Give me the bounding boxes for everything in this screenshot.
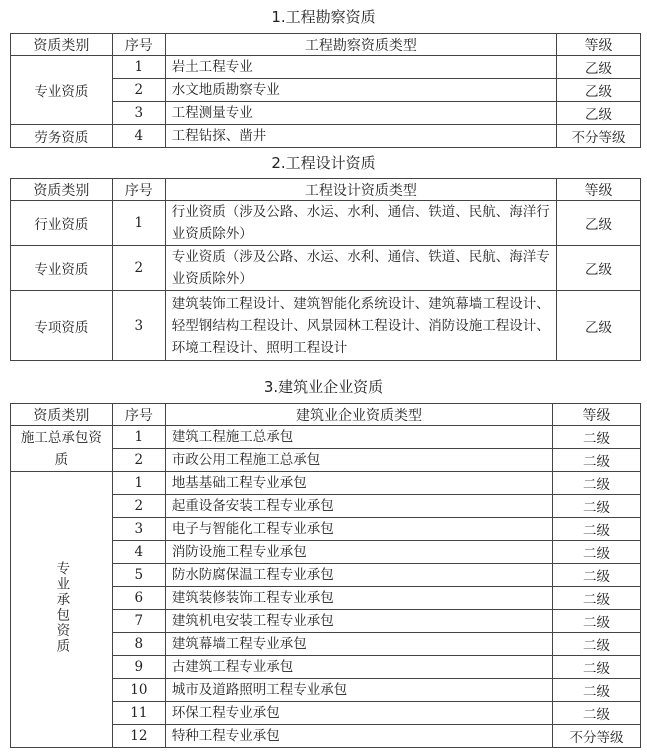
column-header: 资质类别 [11,34,113,56]
column-header: 序号 [112,34,165,56]
table-row [11,201,641,246]
column-header: 工程设计资质类型 [165,179,556,201]
category-cell: 行业资质 [11,201,113,246]
column-header: 等级 [557,179,641,201]
serial-number: 3 [112,102,165,125]
qualification-type: 工程测量专业 [165,102,556,125]
grade: 乙级 [557,102,641,125]
table-row [11,291,641,361]
serial-number: 8 [112,633,165,656]
column-header: 资质类别 [11,404,113,426]
qualification-type: 电子与智能化工程专业承包 [165,518,552,541]
qualification-type: 岩土工程专业 [165,56,556,79]
grade: 不分等级 [557,125,641,148]
serial-number: 10 [112,679,165,702]
section-title-survey: 1.工程勘察资质 [271,8,376,26]
qualification-type: 水文地质勘察专业 [165,79,556,102]
design-qualification-table [10,178,641,361]
grade: 二级 [553,472,641,495]
column-header: 资质类别 [11,179,113,201]
grade: 二级 [553,679,641,702]
grade: 二级 [553,633,641,656]
grade: 二级 [553,610,641,633]
header-row [11,404,641,426]
table-row [11,472,641,495]
table-row [11,125,641,148]
grade: 乙级 [557,291,641,361]
table-row [11,246,641,291]
serial-number: 2 [112,495,165,518]
qualification-type: 环保工程专业承包 [165,702,552,725]
grade: 乙级 [557,246,641,291]
qualification-type: 建筑机电安装工程专业承包 [165,610,552,633]
column-header: 序号 [112,404,165,426]
grade: 二级 [553,518,641,541]
serial-number: 4 [112,125,165,148]
header-row [11,34,641,56]
column-header: 等级 [557,34,641,56]
qualification-type: 地基基础工程专业承包 [165,472,552,495]
survey-qualification-table [10,33,641,148]
serial-number: 5 [112,564,165,587]
grade: 二级 [553,702,641,725]
category-cell: 专业资质 [11,246,113,291]
qualification-type: 起重设备安装工程专业承包 [165,495,552,518]
grade: 二级 [553,587,641,610]
grade: 二级 [553,449,641,472]
serial-number: 2 [112,449,165,472]
category-cell [11,472,113,748]
column-header: 工程勘察资质类型 [165,34,556,56]
category-cell: 专项资质 [11,291,113,361]
grade: 乙级 [557,56,641,79]
grade: 二级 [553,656,641,679]
qualification-type: 古建筑工程专业承包 [165,656,552,679]
grade: 乙级 [557,79,641,102]
qualification-type: 防水防腐保温工程专业承包 [165,564,552,587]
grade: 二级 [553,564,641,587]
category-cell: 劳务资质 [11,125,113,148]
serial-number: 11 [112,702,165,725]
section-title-construction: 3.建筑业企业资质 [263,378,384,396]
serial-number: 12 [112,725,165,748]
grade: 二级 [553,426,641,449]
serial-number: 6 [112,587,165,610]
serial-number: 3 [112,518,165,541]
qualification-type: 工程钻探、凿井 [165,125,556,148]
grade: 不分等级 [553,725,641,748]
qualification-type: 建筑工程施工总承包 [165,426,552,449]
header-row [11,179,641,201]
table-row [11,426,641,449]
qualification-type: 消防设施工程专业承包 [165,541,552,564]
grade: 乙级 [557,201,641,246]
serial-number: 4 [112,541,165,564]
serial-number: 3 [112,291,165,361]
qualification-type: 特种工程专业承包 [165,725,552,748]
qualification-type: 建筑装修装饰工程专业承包 [165,587,552,610]
qualification-type: 行业资质（涉及公路、水运、水利、通信、铁道、民航、海洋行业资质除外） [165,201,556,246]
qualification-type: 建筑幕墙工程专业承包 [165,633,552,656]
column-header: 序号 [112,179,165,201]
category-cell: 施工总承包资质 [11,426,113,472]
qualification-type: 城市及道路照明工程专业承包 [165,679,552,702]
table-row [11,56,641,79]
serial-number: 1 [112,426,165,449]
serial-number: 7 [112,610,165,633]
serial-number: 1 [112,56,165,79]
qualification-type: 专业资质（涉及公路、水运、水利、通信、铁道、民航、海洋专业资质除外） [165,246,556,291]
qualification-type: 建筑装饰工程设计、建筑智能化系统设计、建筑幕墙工程设计、轻型钢结构工程设计、风景园林工程设计、消防设施工程设计、环境工程设计、照明工程设计 [165,291,556,361]
serial-number: 2 [112,79,165,102]
construction-qualification-table [10,403,641,748]
category-label: 专业承包资质 [53,561,70,654]
column-header: 建筑业企业资质类型 [165,404,552,426]
grade: 二级 [553,495,641,518]
qualification-type: 市政公用工程施工总承包 [165,449,552,472]
category-cell: 专业资质 [11,56,113,125]
serial-number: 2 [112,246,165,291]
grade: 二级 [553,541,641,564]
section-title-design: 2.工程设计资质 [271,154,376,172]
column-header: 等级 [553,404,641,426]
serial-number: 1 [112,472,165,495]
serial-number: 1 [112,201,165,246]
serial-number: 9 [112,656,165,679]
